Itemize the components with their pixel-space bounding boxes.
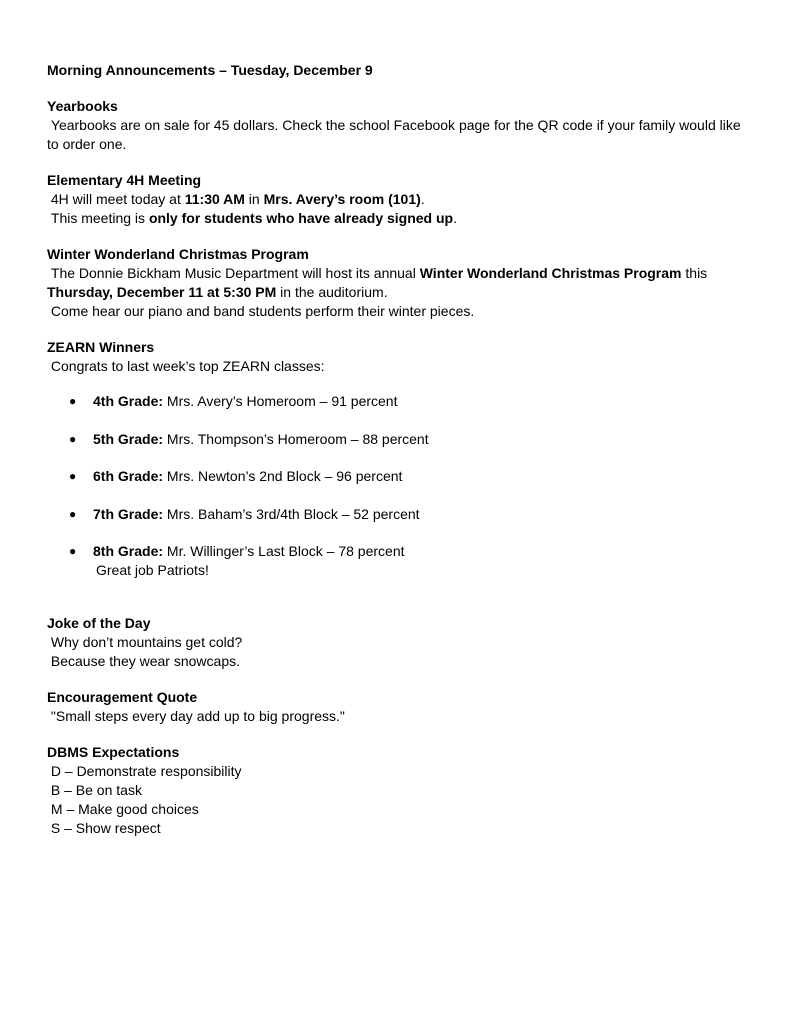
dbms-item: B – Be on task <box>47 782 142 798</box>
grade-label: 6th Grade: <box>93 468 164 484</box>
fourh-line-2 <box>47 209 747 228</box>
grade-label: 4th Grade: <box>93 393 164 409</box>
spacer <box>47 80 747 97</box>
joke-heading: Joke of the Day <box>47 615 151 631</box>
spacer <box>47 154 747 171</box>
yearbooks-heading: Yearbooks <box>47 98 118 114</box>
fourh-text: . <box>420 191 425 207</box>
bullet-icon: ● <box>69 506 77 521</box>
winter-date: Thursday, December 11 at 5:30 PM <box>47 284 277 300</box>
spacer <box>47 449 747 468</box>
dbms-item: M – Make good choices <box>47 801 199 817</box>
winter-line-1 <box>47 264 747 283</box>
bullet-icon: ● <box>69 394 77 408</box>
fourh-text: in <box>244 191 264 207</box>
winter-line-3: Come hear our piano and band students perform their winter pieces. <box>47 303 475 319</box>
quote-text: "Small steps every day add up to big progress." <box>47 708 345 724</box>
fourh-line-1 <box>47 190 747 209</box>
spacer <box>47 228 747 245</box>
list-item <box>47 467 747 486</box>
fourh-heading: Elementary 4H Meeting <box>47 172 202 188</box>
winter-heading: Winter Wonderland Christmas Program <box>47 246 309 262</box>
spacer <box>47 671 747 688</box>
quote-heading: Encouragement Quote <box>47 689 198 705</box>
spacer <box>47 580 747 597</box>
list-item <box>47 392 747 411</box>
zearn-heading: ZEARN Winners <box>47 339 155 355</box>
grade-result: Mr. Willinger’s Last Block – 78 percent <box>163 543 405 559</box>
page-title: Morning Announcements – Tuesday, December 9 <box>47 62 373 78</box>
spacer <box>47 376 747 392</box>
spacer <box>47 597 747 614</box>
grade-label: 8th Grade: <box>93 543 164 559</box>
spacer <box>47 524 747 543</box>
fourh-text: . <box>453 210 457 226</box>
zearn-intro: Congrats to last week’s top ZEARN classes: <box>47 358 325 374</box>
list-item <box>47 505 747 524</box>
grade-label: 5th Grade: <box>93 430 164 447</box>
spacer <box>47 411 747 430</box>
fourh-restriction: only for students who have already signed up <box>148 210 454 226</box>
fourh-time: 11:30 AM <box>184 191 245 207</box>
spacer <box>47 321 747 338</box>
document-page <box>47 61 747 838</box>
winter-line-2 <box>47 283 747 302</box>
fourh-text: 4H will meet today at <box>47 191 185 207</box>
grade-result: Mrs. Baham’s 3rd/4th Block – 52 percent <box>163 505 420 522</box>
bullet-icon: ● <box>69 544 77 558</box>
spacer <box>47 726 747 743</box>
grade-result: Mrs. Newton’s 2nd Block – 96 percent <box>163 468 403 484</box>
grade-label: 7th Grade: <box>93 505 164 522</box>
list-item <box>47 542 747 561</box>
fourh-text: This meeting is <box>47 210 149 226</box>
zearn-list <box>47 392 747 561</box>
fourh-room: Mrs. Avery’s room (101) <box>263 191 421 207</box>
dbms-item: D – Demonstrate responsibility <box>47 763 242 779</box>
winter-text: The Donnie Bickham Music Department will host its annual <box>47 265 420 281</box>
bullet-icon: ● <box>69 431 77 446</box>
yearbooks-body: Yearbooks are on sale for 45 dollars. Check the school Facebook page for the QR code if your family would like to order one. <box>47 117 745 152</box>
spacer <box>47 486 747 505</box>
winter-text: in the auditorium. <box>276 284 388 300</box>
winter-program-name: Winter Wonderland Christmas Program <box>419 265 682 281</box>
bullet-icon: ● <box>69 469 77 483</box>
zearn-closing: Great job Patriots! <box>96 562 209 578</box>
grade-result: Mrs. Thompson’s Homeroom – 88 percent <box>163 430 429 447</box>
list-item <box>47 430 747 449</box>
joke-answer: Because they wear snowcaps. <box>47 653 240 669</box>
grade-result: Mrs. Avery’s Homeroom – 91 percent <box>163 393 398 409</box>
dbms-heading: DBMS Expectations <box>47 744 180 760</box>
joke-question: Why don’t mountains get cold? <box>47 634 243 650</box>
dbms-item: S – Show respect <box>47 820 161 836</box>
winter-text: this <box>681 265 708 281</box>
